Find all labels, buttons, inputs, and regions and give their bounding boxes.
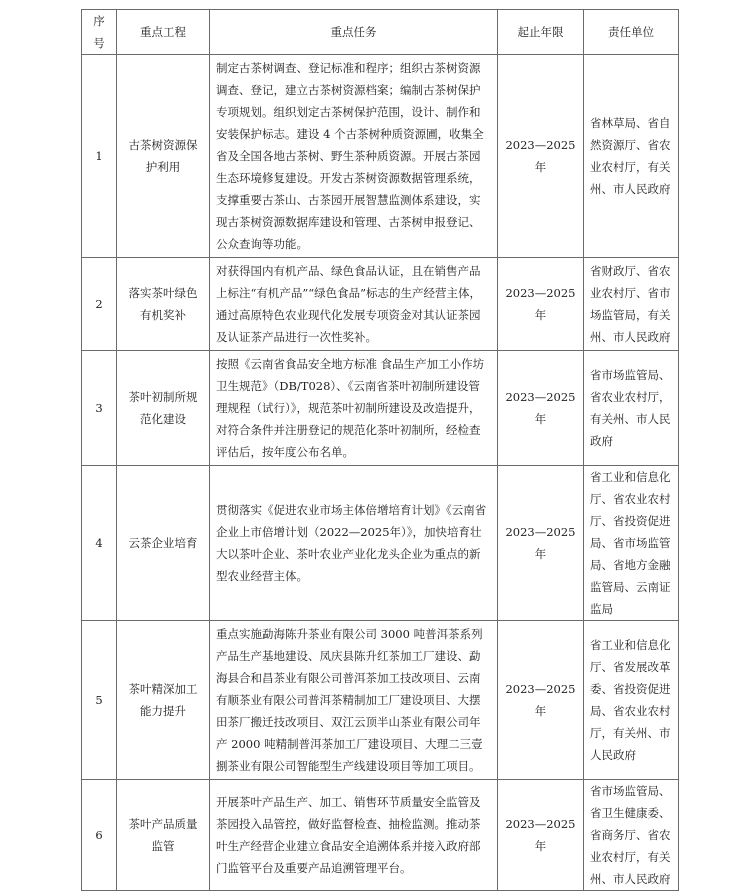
- cell-years: 2023—2025年: [498, 780, 584, 891]
- cell-years: 2023—2025年: [498, 55, 584, 258]
- cell-units: 省林草局、省自然资源厅、省农业农村厅，有关州、市人民政府: [584, 55, 679, 258]
- cell-units: 省工业和信息化厅、省农业农村厅、省投资促进局、省市场监管局、省地方金融监管局、云南证监局: [584, 466, 679, 621]
- table-row: [82, 780, 679, 891]
- cell-seq: 3: [82, 351, 117, 466]
- cell-seq: 6: [82, 780, 117, 891]
- header-project: 重点工程: [117, 10, 210, 55]
- cell-seq: 4: [82, 466, 117, 621]
- cell-task: 按照《云南省食品安全地方标准 食品生产加工小作坊卫生规范》（DB/T028）、《云南省茶叶初制所建设管理规程（试行）》，规范茶叶初制所建设及改造提升，对符合条件并注册登记的规范化茶叶初制所，经检查评估后，按年度公布名单。: [210, 351, 498, 466]
- cell-seq: 2: [82, 258, 117, 351]
- header-years: 起止年限: [498, 10, 584, 55]
- cell-years: 2023—2025年: [498, 621, 584, 780]
- cell-project: 云茶企业培育: [117, 466, 210, 621]
- cell-seq: 1: [82, 55, 117, 258]
- cell-years: 2023—2025年: [498, 466, 584, 621]
- header-units: 责任单位: [584, 10, 679, 55]
- cell-task: 贯彻落实《促进农业市场主体倍增培育计划》《云南省企业上市倍增计划（2022—2025年）》，加快培育壮大以茶叶企业、茶叶农业产业化龙头企业为重点的新型农业经营主体。: [210, 466, 498, 621]
- table-row: [82, 621, 679, 780]
- cell-units: 省市场监管局、省卫生健康委、省商务厅、省农业农村厅，有关州、市人民政府: [584, 780, 679, 891]
- cell-project: 茶叶精深加工能力提升: [117, 621, 210, 780]
- table-row: [82, 55, 679, 258]
- table-row: [82, 466, 679, 621]
- table-row: [82, 351, 679, 466]
- cell-task: 对获得国内有机产品、绿色食品认证，且在销售产品上标注“有机产品”“绿色食品”标志的生产经营主体，通过高原特色农业现代化发展专项资金对其认证茶园及认证茶产品进行一次性奖补。: [210, 258, 498, 351]
- cell-project: 落实茶叶绿色有机奖补: [117, 258, 210, 351]
- cell-units: 省工业和信息化厅、省发展改革委、省投资促进局、省农业农村厅，有关州、市人民政府: [584, 621, 679, 780]
- cell-units: 省财政厅、省农业农村厅、省市场监管局，有关州、市人民政府: [584, 258, 679, 351]
- key-projects-table: [81, 9, 679, 891]
- header-task: 重点任务: [210, 10, 498, 55]
- table-header-row: [82, 10, 679, 55]
- table-row: [82, 258, 679, 351]
- cell-project: 茶叶初制所规范化建设: [117, 351, 210, 466]
- cell-years: 2023—2025年: [498, 351, 584, 466]
- cell-years: 2023—2025年: [498, 258, 584, 351]
- cell-seq: 5: [82, 621, 117, 780]
- cell-task: 重点实施勐海陈升茶业有限公司 3000 吨普洱茶系列产品生产基地建设、凤庆县陈升红茶加工厂建设、勐海县合和昌茶业有限公司普洱茶加工技改项目、云南有顺茶业有限公司普洱茶精制加工厂建设项目、大摆田茶厂搬迁技改项目、双江云顶半山茶业有限公司年产 2000 吨精制普洱茶加工厂建设项目、大理二三壹捌茶业有限公司智能型生产线建设项目等加工项目。: [210, 621, 498, 780]
- cell-project: 茶叶产品质量监管: [117, 780, 210, 891]
- header-seq: 序号: [82, 10, 117, 55]
- cell-units: 省市场监管局、省农业农村厅，有关州、市人民政府: [584, 351, 679, 466]
- cell-task: 开展茶叶产品生产、加工、销售环节质量安全监管及茶园投入品管控，做好监督检查、抽检监测。推动茶叶生产经营企业建立食品安全追溯体系并接入政府部门监管平台及重要产品追溯管理平台。: [210, 780, 498, 891]
- cell-project: 古茶树资源保护利用: [117, 55, 210, 258]
- cell-task: 制定古茶树调查、登记标准和程序；组织古茶树资源调查、登记，建立古茶树资源档案；编制古茶树保护专项规划。组织划定古茶树保护范围，设计、制作和安装保护标志。建设 4 个古茶树种质资源圃，收集全省及全国各地古茶树、野生茶种质资源。开展古茶园生态环境修复建设。开发古茶树资源数据管理系统，支撑重要古茶山、古茶园开展智慧监测体系建设，实现古茶树资源数据库建设和管理、古茶树申报登记、公众查询等功能。: [210, 55, 498, 258]
